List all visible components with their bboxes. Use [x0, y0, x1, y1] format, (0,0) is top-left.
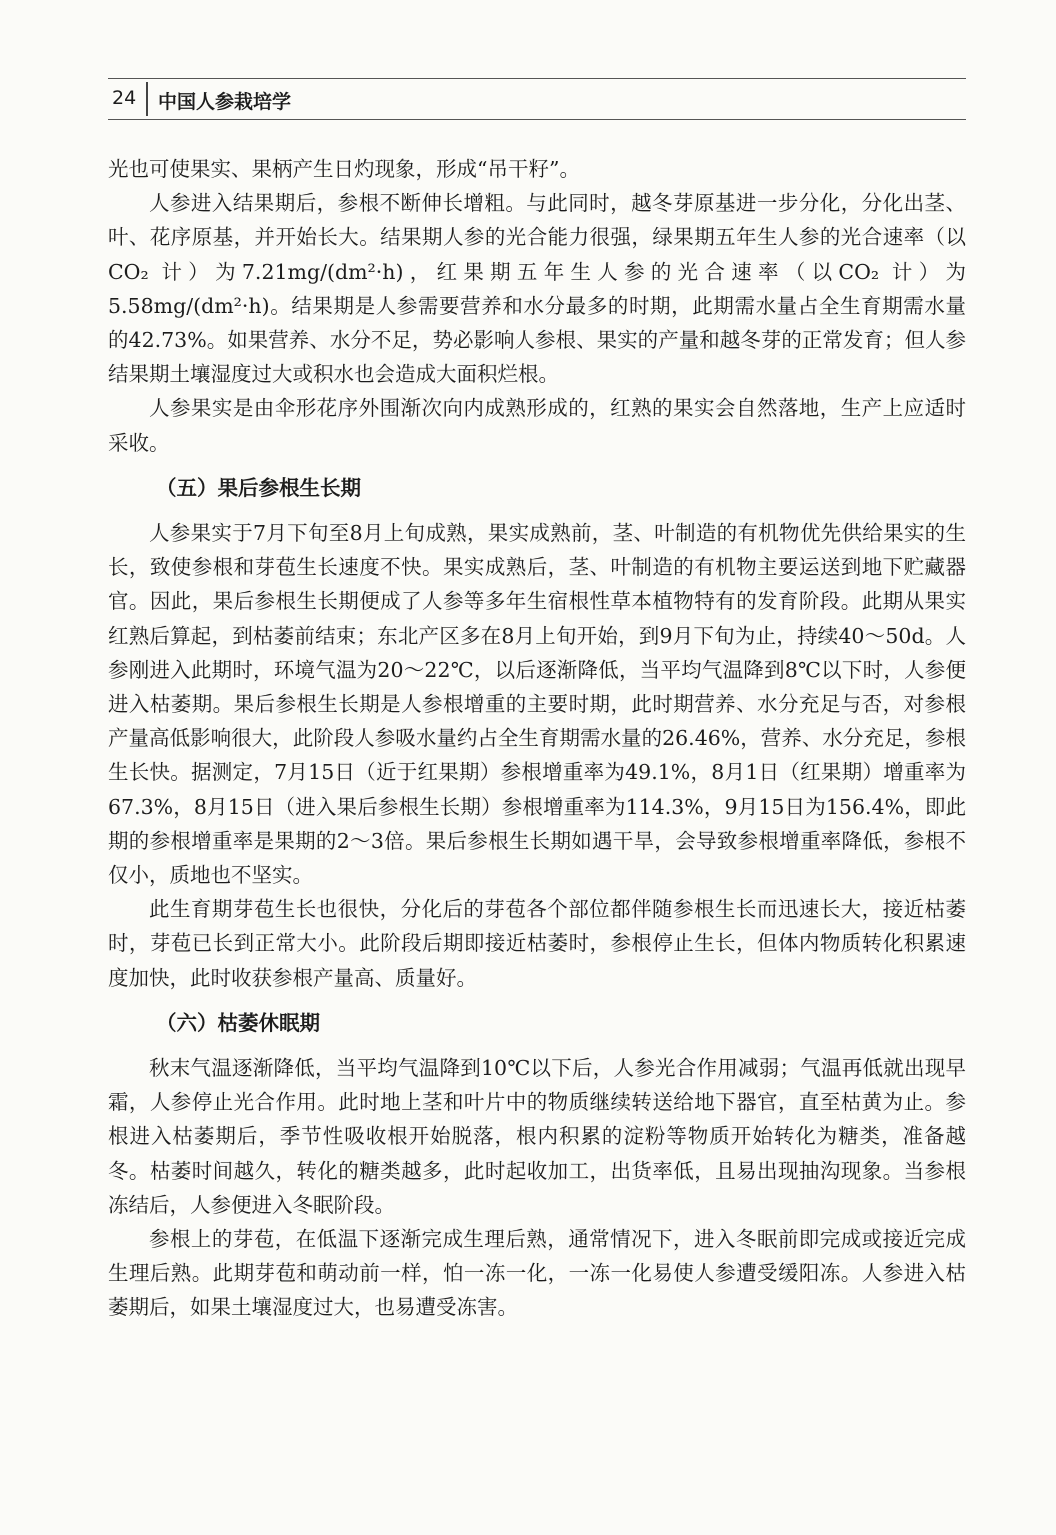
book-title: 中国人参栽培学 — [158, 91, 292, 113]
paragraph-fruit-ripening: 人参果实是由伞形花序外围渐次向内成熟形成的，红熟的果实会自然落地，生产上应适时采收。 — [108, 396, 966, 455]
paragraph-bud-growth: 此生育期芽苞生长也很快，分化后的芽苞各个部位都伴随参根生长而迅速长大，接近枯萎时，芽苞已长到正常大小。此阶段后期即接近枯萎时，参根停止生长，但体内物质转化积累速度加快，此时收获参根产量高、质量好。 — [108, 897, 966, 990]
header-divider — [146, 82, 148, 116]
running-header — [108, 78, 966, 120]
section-heading-5: （五）果后参根生长期 — [156, 475, 361, 500]
paragraph-root-growth: 人参果实于7月下旬至8月上旬成熟，果实成熟前，茎、叶制造的有机物优先供给果实的生长，致使参根和芽苞生长速度不快。果实成熟后，茎、叶制造的有机物主要运送到地下贮藏器官。因此，果后参根生长期便成了人参等多年生宿根性草本植物特有的发育阶段。此期从果实红熟后算起，到枯萎前结束；东北产区多在8月上旬开始，到9月下旬为止，持续40～50d。人参刚进入此期时，环境气温为20～22℃，以后逐渐降低，当平均气温降到8℃以下时，人参便进入枯萎期。果后参根生长期是人参根增重的主要时期，此时期营养、水分充足与否，对参根产量高低影响很大，此阶段人参吸水量约占全生育期需水量的26.46%，营养、水分充足，参根生长快。据测定，7月15日（近于红果期）参根增重率为49.1%，8月1日（红果期）增重率为67.3%，8月15日（进入果后参根生长期）参根增重率为114.3%，9月15日为156.4%，即此期的参根增重率是果期的2～3倍。果后参根生长期如遇干旱，会导致参根增重率降低，参根不仅小，质地也不坚实。 — [108, 521, 966, 888]
paragraph-dormancy: 秋末气温逐渐降低，当平均气温降到10℃以下后，人参光合作用减弱；气温再低就出现早霜，人参停止光合作用。此时地上茎和叶片中的物质继续转送给地下器官，直至枯黄为止。参根进入枯萎期后，季节性吸收根开始脱落，根内积累的淀粉等物质开始转化为糖类，准备越冬。枯萎时间越久，转化的糖类越多，此时起收加工，出货率低，且易出现抽沟现象。当参根冻结后，人参便进入冬眠阶段。 — [108, 1056, 966, 1217]
page-body — [108, 152, 966, 1325]
paragraph-continued: 光也可使果实、果柄产生日灼现象，形成“吊干籽”。 — [108, 157, 580, 181]
page-number: 24 — [112, 87, 137, 109]
paragraph-fruiting-stage: 人参进入结果期后，参根不断伸长增粗。与此同时，越冬芽原基进一步分化，分化出茎、叶、花序原基，并开始长大。结果期人参的光合能力很强，绿果期五年生人参的光合速率（以CO₂ 计）为7.21mg/(dm²·h)，红果期五年生人参的光合速率（以CO₂ 计）为5.58mg/(dm²·h)。结果期是人参需要营养和水分最多的时期，此期需水量占全生育期需水量的42.73%。如果营养、水分不足，势必影响人参根、果实的产量和越冬芽的正常发育；但人参结果期土壤湿度过大或积水也会造成大面积烂根。 — [108, 191, 966, 387]
paragraph-bud-after-ripening: 参根上的芽苞，在低温下逐渐完成生理后熟，通常情况下，进入冬眠前即完成或接近完成生理后熟。此期芽苞和萌动前一样，怕一冻一化，一冻一化易使人参遭受缓阳冻。人参进入枯萎期后，如果土壤湿度过大，也易遭受冻害。 — [108, 1227, 966, 1320]
header-top-rule — [108, 78, 966, 79]
section-heading-6: （六）枯萎休眠期 — [156, 1010, 320, 1035]
header-bottom-rule — [108, 119, 966, 120]
